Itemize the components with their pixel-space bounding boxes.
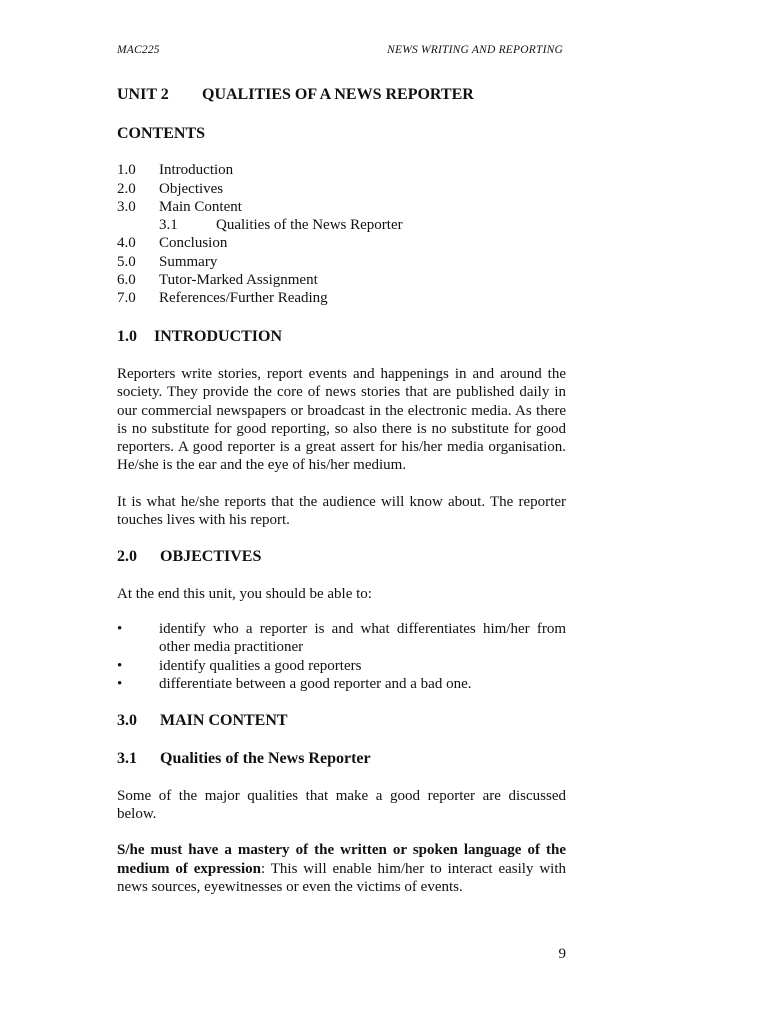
- section-heading-introduction: [117, 328, 566, 346]
- table-of-contents: [117, 161, 566, 307]
- toc-item-label: Introduction: [159, 162, 234, 179]
- section-number: 1.0: [117, 327, 137, 345]
- toc-item: [117, 289, 566, 307]
- list-item-text: identify who a reporter is and what differentiates him/her from other media practitioner: [159, 620, 566, 656]
- list-item-text: identify qualities a good reporters: [159, 657, 362, 674]
- list-item: [117, 675, 566, 693]
- bullet-icon: •: [117, 620, 123, 637]
- toc-item-label: Summary: [159, 253, 218, 270]
- introduction-body: [117, 365, 566, 529]
- list-item: [117, 620, 566, 657]
- list-item: [117, 657, 566, 675]
- page-body: [117, 86, 566, 896]
- toc-item-number: 2.0: [117, 180, 136, 197]
- section-title: MAIN CONTENT: [160, 712, 288, 730]
- running-header-course-title: NEWS WRITING AND REPORTING: [387, 44, 563, 56]
- running-header-course-code: MAC225: [117, 44, 160, 56]
- unit-title: [117, 86, 566, 108]
- section-number: 3.1: [117, 750, 137, 768]
- unit-number: UNIT 2: [117, 86, 169, 103]
- toc-item-label: Main Content: [159, 198, 242, 215]
- toc-item-label: Conclusion: [159, 235, 228, 252]
- toc-item-number: 3.0: [117, 198, 136, 215]
- objectives-intro: At the end this unit, you should be able to:: [117, 585, 372, 602]
- toc-item-label: References/Further Reading: [159, 290, 328, 307]
- toc-item: [117, 234, 566, 252]
- list-item-text: differentiate between a good reporter and a bad one.: [159, 675, 472, 692]
- bullet-icon: •: [117, 675, 123, 692]
- toc-item: [117, 253, 566, 271]
- bold-lead-text: S/he must have a mastery of the written or spoken language of the medium of expression: [117, 842, 566, 877]
- toc-item-label: Tutor-Marked Assignment: [159, 272, 318, 289]
- toc-item-number: 3.1: [159, 217, 178, 234]
- toc-item-number: 5.0: [117, 253, 136, 270]
- page-number: 9: [558, 946, 566, 962]
- toc-item-number: 7.0: [117, 290, 136, 307]
- toc-item: [117, 161, 566, 179]
- toc-item: [117, 198, 566, 216]
- paragraph: It is what he/she reports that the audience will know about. The reporter touches lives with his report.: [117, 493, 566, 529]
- section-number: 2.0: [117, 548, 137, 566]
- toc-item-label: Objectives: [159, 180, 224, 197]
- section-title: INTRODUCTION: [154, 327, 283, 345]
- paragraph: Reporters write stories, report events and happenings in and around the society. They provide the core of news stories that are published daily in our commercial newspapers or broadcast in the electronic media. As there is no substitute for good reporting, so also there is no substitute for good reporters. A good reporter is a great assert for his/her media organisation. He/she is the ear and the eye of his/her medium.: [117, 365, 566, 474]
- objectives-list: [117, 620, 566, 693]
- section-number: 3.0: [117, 712, 137, 730]
- toc-item-number: 4.0: [117, 235, 136, 252]
- paragraph: Some of the major qualities that make a good reporter are discussed below.: [117, 787, 566, 823]
- section-heading-objectives: [117, 548, 566, 566]
- toc-item: [117, 271, 566, 289]
- section-title: Qualities of the News Reporter: [160, 750, 371, 768]
- toc-item-number: 1.0: [117, 162, 136, 179]
- bullet-icon: •: [117, 657, 123, 674]
- unit-title-text: QUALITIES OF A NEWS REPORTER: [202, 86, 474, 103]
- toc-subitem: [117, 216, 566, 234]
- contents-heading: CONTENTS: [117, 125, 206, 142]
- section-heading-main-content: [117, 712, 566, 730]
- paragraph-quality-language: [117, 841, 566, 896]
- toc-item-label: Qualities of the News Reporter: [216, 217, 403, 234]
- toc-item-number: 6.0: [117, 272, 136, 289]
- subsection-heading-qualities: [117, 750, 566, 768]
- toc-item: [117, 180, 566, 198]
- paragraph-continuation: : This will enable him/her to interact easily with news sources, eyewitnesses or even the victims of events.: [117, 860, 566, 895]
- section-title: OBJECTIVES: [160, 548, 262, 566]
